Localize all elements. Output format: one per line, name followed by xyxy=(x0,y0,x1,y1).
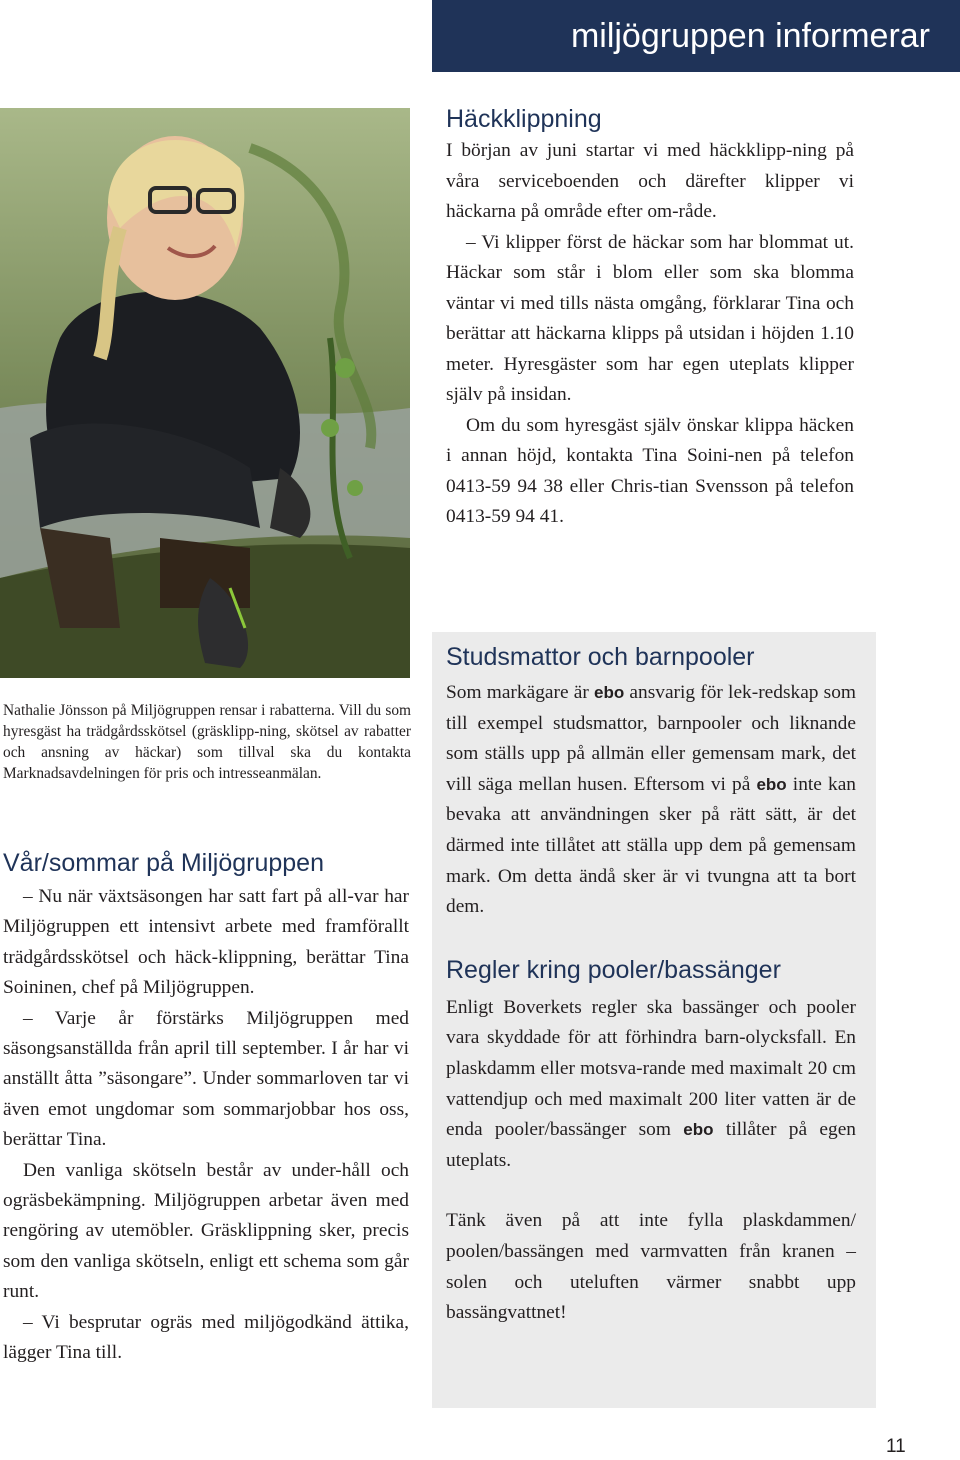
article-photo xyxy=(0,108,410,678)
banner-title: miljögruppen informerar xyxy=(570,17,930,55)
paragraph-studsmattor xyxy=(446,678,856,923)
text-span: inte kan bevaka att användningen sker på rätt sätt, är det därmed inte tillåtet att ställa upp dem på gemensam mark. Om detta ändå sker är vi tvungna att ta bort dem. xyxy=(446,773,856,918)
heading-studsmattor: Studsmattor och barnpooler xyxy=(446,643,755,671)
paragraph: – Varje år förstärks Miljögruppen med säsongsanställda från april till september. I år har vi anställt åtta ”säsongare”. Under sommarloven tar vi även emot ungdomar som sommarjobbar hos oss, berättar Tina. xyxy=(3,1007,409,1151)
brand-ebo: ebo xyxy=(593,683,625,702)
spacer xyxy=(446,1176,856,1206)
paragraph-regler-2: Tänk även på att inte fylla plaskdammen/ poolen/bassängen med varmvatten från kranen – solen och uteluften värmer snabbt upp bassängvattnet! xyxy=(446,1210,856,1324)
heading-varsommar: Vår/sommar på Miljögruppen xyxy=(3,849,324,877)
paragraph: Den vanliga skötseln består av under-håll och ogräsbekämpning. Miljögruppen arbetar även med rengöring av utemöbler. Gräsklippning sker, precis som den vanliga skötseln, enligt ett schema som går runt. xyxy=(3,1159,409,1303)
photo-illustration xyxy=(0,108,410,678)
brand-ebo: ebo xyxy=(756,774,787,794)
photo-caption: Nathalie Jönsson på Miljögruppen rensar i rabatterna. Vill du som hyresgäst ha trädgårdsskötsel (gräsklipp-ning, skötsel av rabatter och ansning av häckar) som tillval ska du kontakta Marknadsavdelningen för pris och intresseanmälan. xyxy=(3,702,411,782)
paragraph: – Nu när växtsäsongen har satt fart på all-var har Miljögruppen ett intensivt arbete med framförallt trädgårdsskötsel och häck-klippning, berättar Tina Soininen, chef på Miljögruppen. xyxy=(3,886,409,999)
paragraph: Om du som hyresgäst själv önskar klippa häcken i annan höjd, kontakta Tina Soini-nen på telefon 0413-59 94 38 eller Chris-tian Svensson på telefon 0413-59 94 41. xyxy=(446,414,854,527)
info-box xyxy=(432,632,876,1408)
section-banner xyxy=(432,0,960,72)
paragraph-regler xyxy=(446,993,856,1177)
brand-ebo: ebo xyxy=(683,1120,714,1140)
paragraph: – Vi klipper först de häckar som har blommat ut. Häckar som står i blom eller som ska blomma väntar vi med tills nästa omgång, förklarar Tina och berättar att häckarna klipps på utsidan i höjden 1.10 meter. Hyresgäster som har egen uteplats klipper själv på insidan. xyxy=(446,231,854,405)
text-span: Enligt Boverkets regler ska bassänger och pooler vara skyddade för att förhindra barn-olycksfall. En plaskdamm eller motsva-rande med maximalt 20 cm vattendjup och med maximalt 200 liter vatten är de enda pooler/bassänger som xyxy=(446,996,856,1141)
text-span: tillåter på egen uteplats. xyxy=(446,1119,856,1171)
heading-hackklippning: Häckklippning xyxy=(446,105,602,133)
article-hackklippning xyxy=(446,104,854,533)
paragraph: I början av juni startar vi med häckklipp-ning på våra serviceboenden och därefter klipper vi häckarna på område efter om-råde. xyxy=(446,140,854,222)
page-number: 11 xyxy=(886,1436,906,1457)
heading-regler: Regler kring pooler/bassänger xyxy=(446,955,781,984)
text-span: ansvarig för lek-redskap som till exempel studsmattor, barnpooler och liknande som ställs upp på allmän eller gemensam mark, det vill säga mellan husen. Eftersom vi på xyxy=(446,682,857,795)
text-span: Som markägare är xyxy=(446,682,594,703)
article-varsommar xyxy=(3,848,409,1369)
paragraph: – Vi besprutar ogräs med miljögodkänd ättika, lägger Tina till. xyxy=(3,1311,409,1364)
